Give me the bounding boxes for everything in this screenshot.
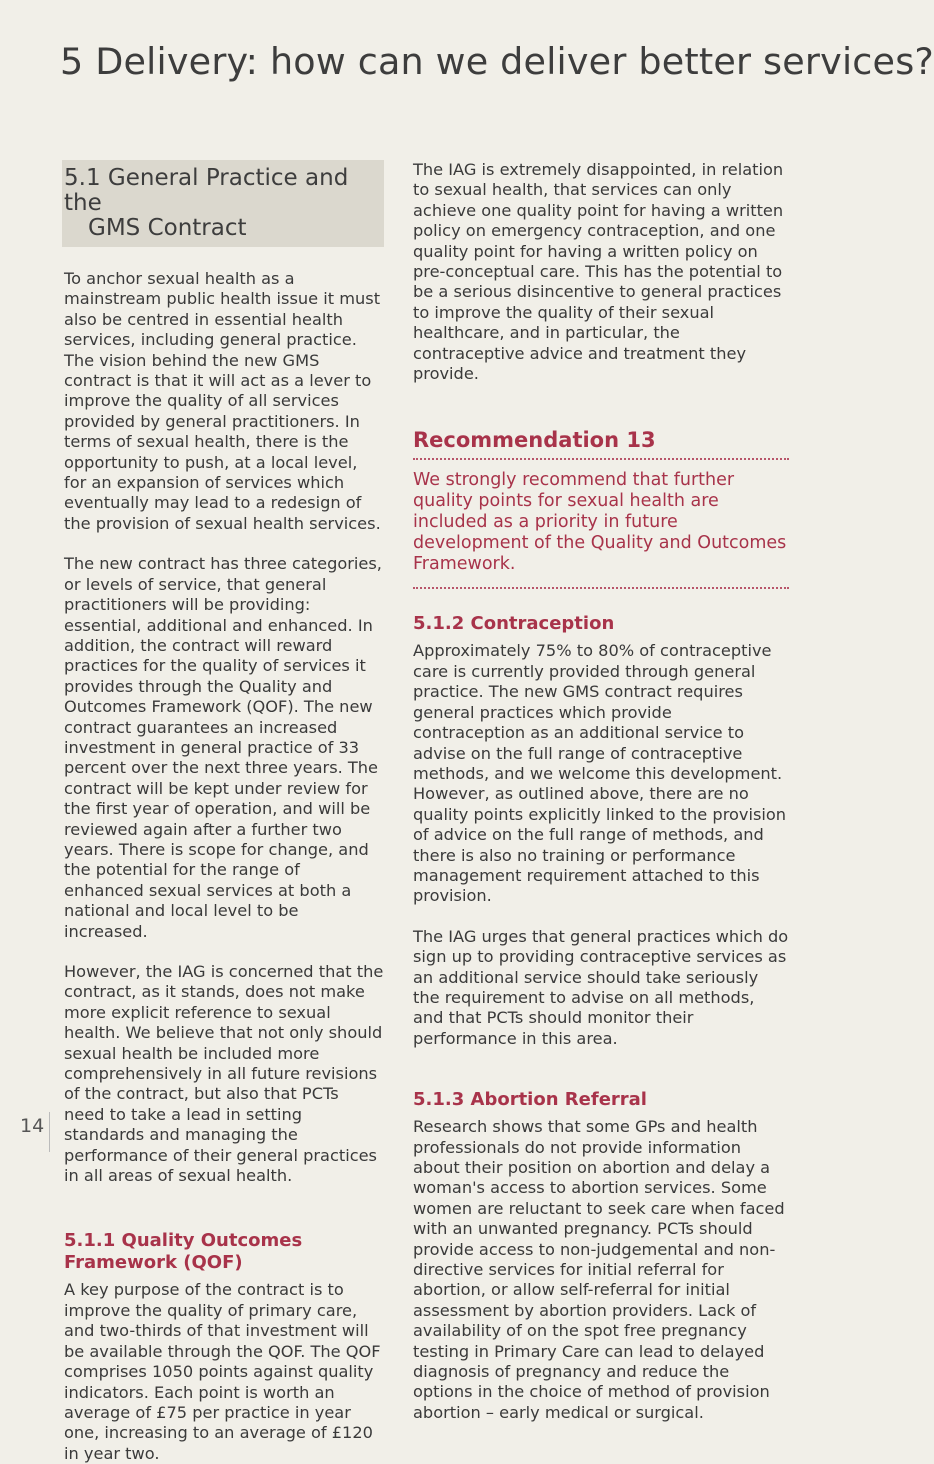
page-number: 14 — [20, 1115, 45, 1137]
left-paragraph-2: The new contract has three categories, or levels of service, that general practitioners will be providing: essential, additional and enhanced. In addition, the contract will reward practices for the quality of services it provides through the Quality and Outcomes Framework (QOF). The new contract guarantees an increased investment in general practice of 33 percent over the next three years. The contract will be kept under review for the first year of operation, and will be reviewed again after a further two years. There is scope for change, and the potential for the range of enhanced sexual services at both a national and local level to be increased. — [64, 554, 382, 941]
subheading-5-1-1: 5.1.1 Quality Outcomes Framework (QOF) — [64, 1230, 303, 1274]
left-paragraph-3: However, the IAG is concerned that the contract, as it stands, does not make more explicit reference to sexual health. We believe that not only should sexual health be included more comprehensively in all future revisions of the contract, but also that PCTs need to take a lead in setting standards and managing the performance of their general practices in all areas of sexual health. — [64, 962, 384, 1186]
section-heading-line1: 5.1 General Practice and the — [64, 165, 349, 216]
section-heading-line2: GMS Contract — [88, 215, 247, 241]
right-column — [413, 160, 789, 1423]
recommendation-top-divider — [413, 458, 789, 460]
page-number-divider — [49, 1112, 50, 1152]
left-paragraph-1: To anchor sexual health as a mainstream public health issue it must also be centred in essential health services, including general practice. The vision behind the new GMS contract is that it will act as a lever to improve the quality of all services provided by general practitioners. In terms of sexual health, there is the opportunity to push, at a local level, for an expansion of services which eventually may lead to a redesign of the provision of sexual health services. — [64, 269, 381, 533]
right-paragraph-2: Approximately 75% to 80% of contraceptive care is currently provided through general practice. The new GMS contract requires general practices which provide contraception as an additional service to advise on the full range of contraceptive methods, and we welcome this development. However, as outlined above, there are no quality points explicitly linked to the provision of advice on the full range of methods, and there is also no training or performance management requirement attached to this provision. — [413, 641, 787, 906]
subheading-5-1-2: 5.1.2 Contraception — [413, 613, 615, 635]
recommendation-heading: Recommendation 13 — [413, 428, 656, 453]
right-paragraph-4: Research shows that some GPs and health professionals do not provide information about their position on abortion and delay a woman's access to abortion services. Some women are reluctant to seek care when faced with an unwanted pregnancy. PCTs should provide access to non-judgemental and non-directive services for initial referral for abortion, or allow self-referral for initial assessment by abortion providers. Lack of availability of on the spot free pregnancy testing in Primary Care can lead to delayed diagnosis of pregnancy and reduce the options in the choice of method of provision abortion – early medical or surgical. — [413, 1117, 785, 1422]
right-paragraph-1: The IAG is extremely disappointed, in relation to sexual health, that services can only achieve one quality point for having a written policy on emergency contraception, and one quality point for having a written policy on pre-conceptual care. This has the potential to be a serious disincentive to general practices to improve the quality of their sexual healthcare, and in particular, the contraceptive advice and treatment they provide. — [413, 160, 784, 384]
right-paragraph-3: The IAG urges that general practices which do sign up to providing contraceptive services as an additional service should take seriously the requirement to advise on all methods, and that PCTs should monitor their performance in this area. — [413, 926, 789, 1048]
subheading-5-1-3: 5.1.3 Abortion Referral — [413, 1089, 647, 1111]
left-paragraph-4: A key purpose of the contract is to improve the quality of primary care, and two-thirds of that investment will be available through the QOF. The QOF comprises 1050 points against quality indicators. Each point is worth an average of £75 per practice in year one, increasing to an average of £120 in year two. — [64, 1280, 381, 1463]
left-column — [64, 160, 384, 1464]
section-heading-5-1 — [62, 160, 384, 247]
recommendation-bottom-divider — [413, 587, 789, 589]
recommendation-text: We strongly recommend that further quality points for sexual health are included as a priority in future development of the Quality and Outcomes Framework. — [413, 470, 787, 575]
page-title: 5 Delivery: how can we deliver better services? — [60, 40, 934, 83]
